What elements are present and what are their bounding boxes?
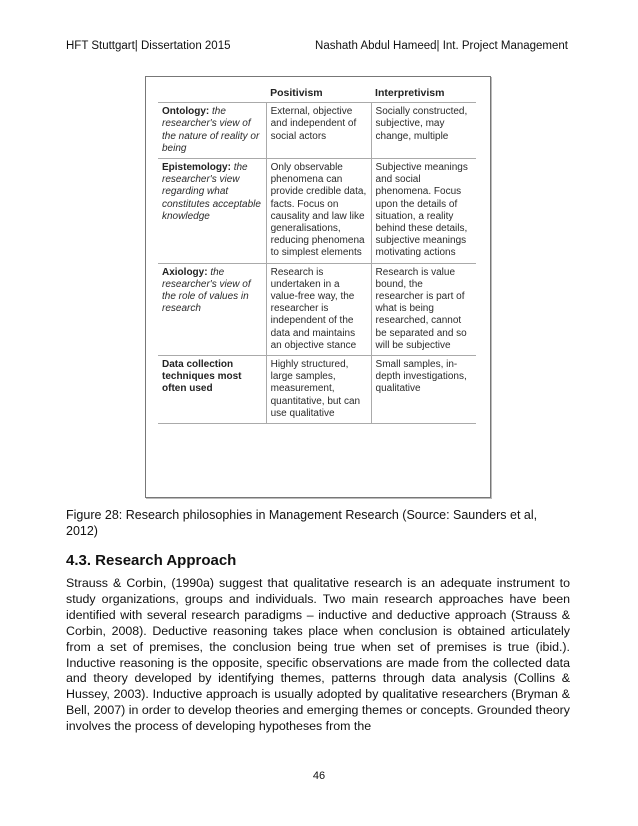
header-left: HFT Stuttgart| Dissertation 2015 <box>66 40 231 52</box>
positivism-cell: Only observable phenomena can provide credible data, facts. Focus on causality and law like generalisations, reducing phenomena to simplest elements <box>266 159 371 264</box>
dimension-desc: the researcher's view regarding what constitutes acceptable knowledge <box>162 162 261 222</box>
table-row <box>158 263 476 355</box>
section-heading: 4.3. Research Approach <box>66 552 237 569</box>
figure-caption: Figure 28: Research philosophies in Management Research (Source: Saunders et al, 2012) <box>66 508 538 538</box>
dimension-cell <box>158 356 266 424</box>
table-row <box>158 159 476 264</box>
positivism-cell: Highly structured, large samples, measurement, quantitative, but can use qualitative <box>266 356 371 424</box>
col-header-positivism: Positivism <box>270 87 323 99</box>
interpretivism-cell: Socially constructed, subjective, may change, multiple <box>371 103 476 159</box>
dimension-cell <box>158 159 266 264</box>
dimension-term: Epistemology: <box>162 162 231 174</box>
table-row <box>158 356 476 424</box>
interpretivism-cell: Small samples, in-depth investigations, qualitative <box>371 356 476 424</box>
dimension-term: Ontology: <box>162 106 210 118</box>
dimension-term: Axiology: <box>162 266 208 278</box>
dimension-term: Data collection techniques most often used <box>162 359 242 395</box>
col-header-interpretivism: Interpretivism <box>375 87 445 99</box>
interpretivism-cell: Subjective meanings and social phenomena. Focus upon the details of situation, a reality behind these details, subjective meanings motivating actions <box>371 159 476 264</box>
dimension-cell <box>158 263 266 355</box>
dimension-cell <box>158 103 266 159</box>
body-paragraph: Strauss & Corbin, (1990a) suggest that qualitative research is an adequate instrument to study organizations, groups and individuals. Two main research approaches have been identified with several research paradigms – inductive and deductive approach (Strauss & Corbin, 2008). Deductive reasoning takes place when conclusion is obtained articulately from a set of premises, the conclusion being true when set of premises is true (ibid.). Inductive reasoning is the opposite, specific observations are made from the collected data and theory developed by identifying themes, patterns through data analysis (Collins & Hussey, 2003). Inductive approach is usually adopted by qualitative researchers (Bryman & Bell, 2007) in order to develop theories and emerging themes or concepts. Grounded theory involves the process of developing hypotheses from the <box>66 576 570 734</box>
positivism-cell: Research is undertaken in a value-free way, the researcher is independent of the data and maintains an objective stance <box>266 263 371 355</box>
page-number: 46 <box>312 770 326 782</box>
header-right: Nashath Abdul Hameed| Int. Project Management <box>315 40 568 52</box>
col-header-dimension <box>158 86 266 103</box>
dimension-desc: the researcher's view of the nature of reality or being <box>162 106 260 154</box>
interpretivism-cell: Research is value bound, the researcher is part of what is being researched, cannot be separated and so will be subjective <box>371 263 476 355</box>
positivism-cell: External, objective and independent of social actors <box>266 103 371 159</box>
table-row <box>158 103 476 159</box>
dimension-desc: the researcher's view of the role of values in research <box>162 266 251 315</box>
philosophy-table <box>158 86 476 424</box>
figure-image <box>145 76 491 498</box>
